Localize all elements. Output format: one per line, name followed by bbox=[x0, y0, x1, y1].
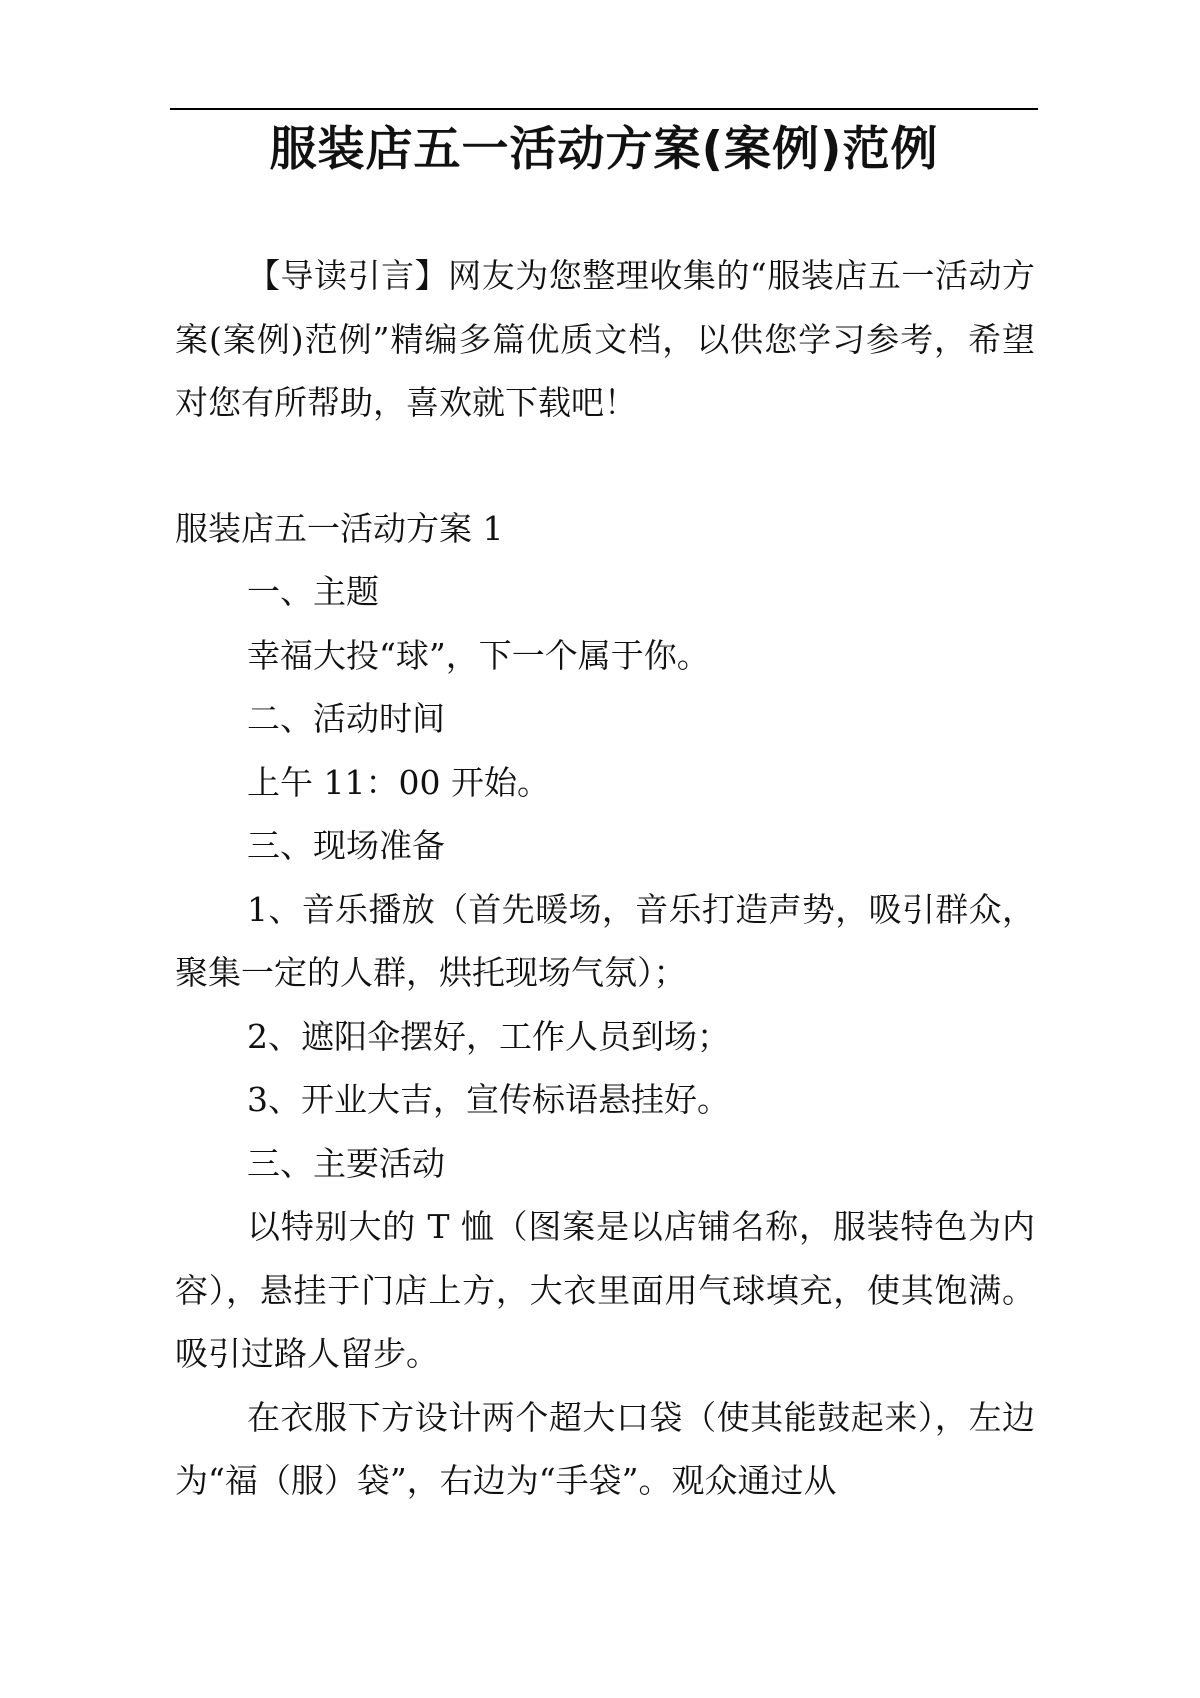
list-item-music: 1、音乐播放（首先暖场，音乐打造声势，吸引群众，聚集一定的人群，烘托现场气氛）； bbox=[175, 889, 1035, 992]
paragraph-pockets: 在衣服下方设计两个超大口袋（使其能鼓起来），左边为“福（服）袋”，右边为“手袋”。观众通过从 bbox=[175, 1397, 1035, 1500]
list-item-banners: 3、开业大吉，宣传标语悬挂好。 bbox=[247, 1080, 730, 1119]
paragraph-theme: 幸福大投“球”，下一个属于你。 bbox=[247, 635, 710, 675]
list-item-umbrellas: 2、遮阳伞摆好，工作人员到场； bbox=[247, 1016, 730, 1056]
heading-activity-time: 二、活动时间 bbox=[247, 699, 445, 738]
heading-main-activities: 三、主要活动 bbox=[247, 1143, 445, 1183]
section-title: 服装店五一活动方案 1 bbox=[175, 508, 504, 548]
heading-site-preparation: 三、现场准备 bbox=[247, 826, 445, 865]
document-body bbox=[175, 244, 1035, 1513]
paragraph-activity-time: 上午 11：00 开始。 bbox=[247, 762, 550, 802]
intro-paragraph: 【导读引言】网友为您整理收集的“服装店五一活动方案(案例)范例”精编多篇优质文档，以供您学习参考，希望对您有所帮助，喜欢就下载吧！ bbox=[175, 256, 1035, 422]
heading-theme: 一、主题 bbox=[247, 572, 379, 611]
document-title: 服装店五一活动方案(案例)范例 bbox=[269, 122, 939, 177]
header-rule bbox=[170, 108, 1038, 110]
paragraph-tshirt: 以特别大的 T 恤（图案是以店铺名称，服装特色为内容），悬挂于门店上方，大衣里面用气球填充，使其饱满。吸引过路人留步。 bbox=[175, 1207, 1035, 1373]
